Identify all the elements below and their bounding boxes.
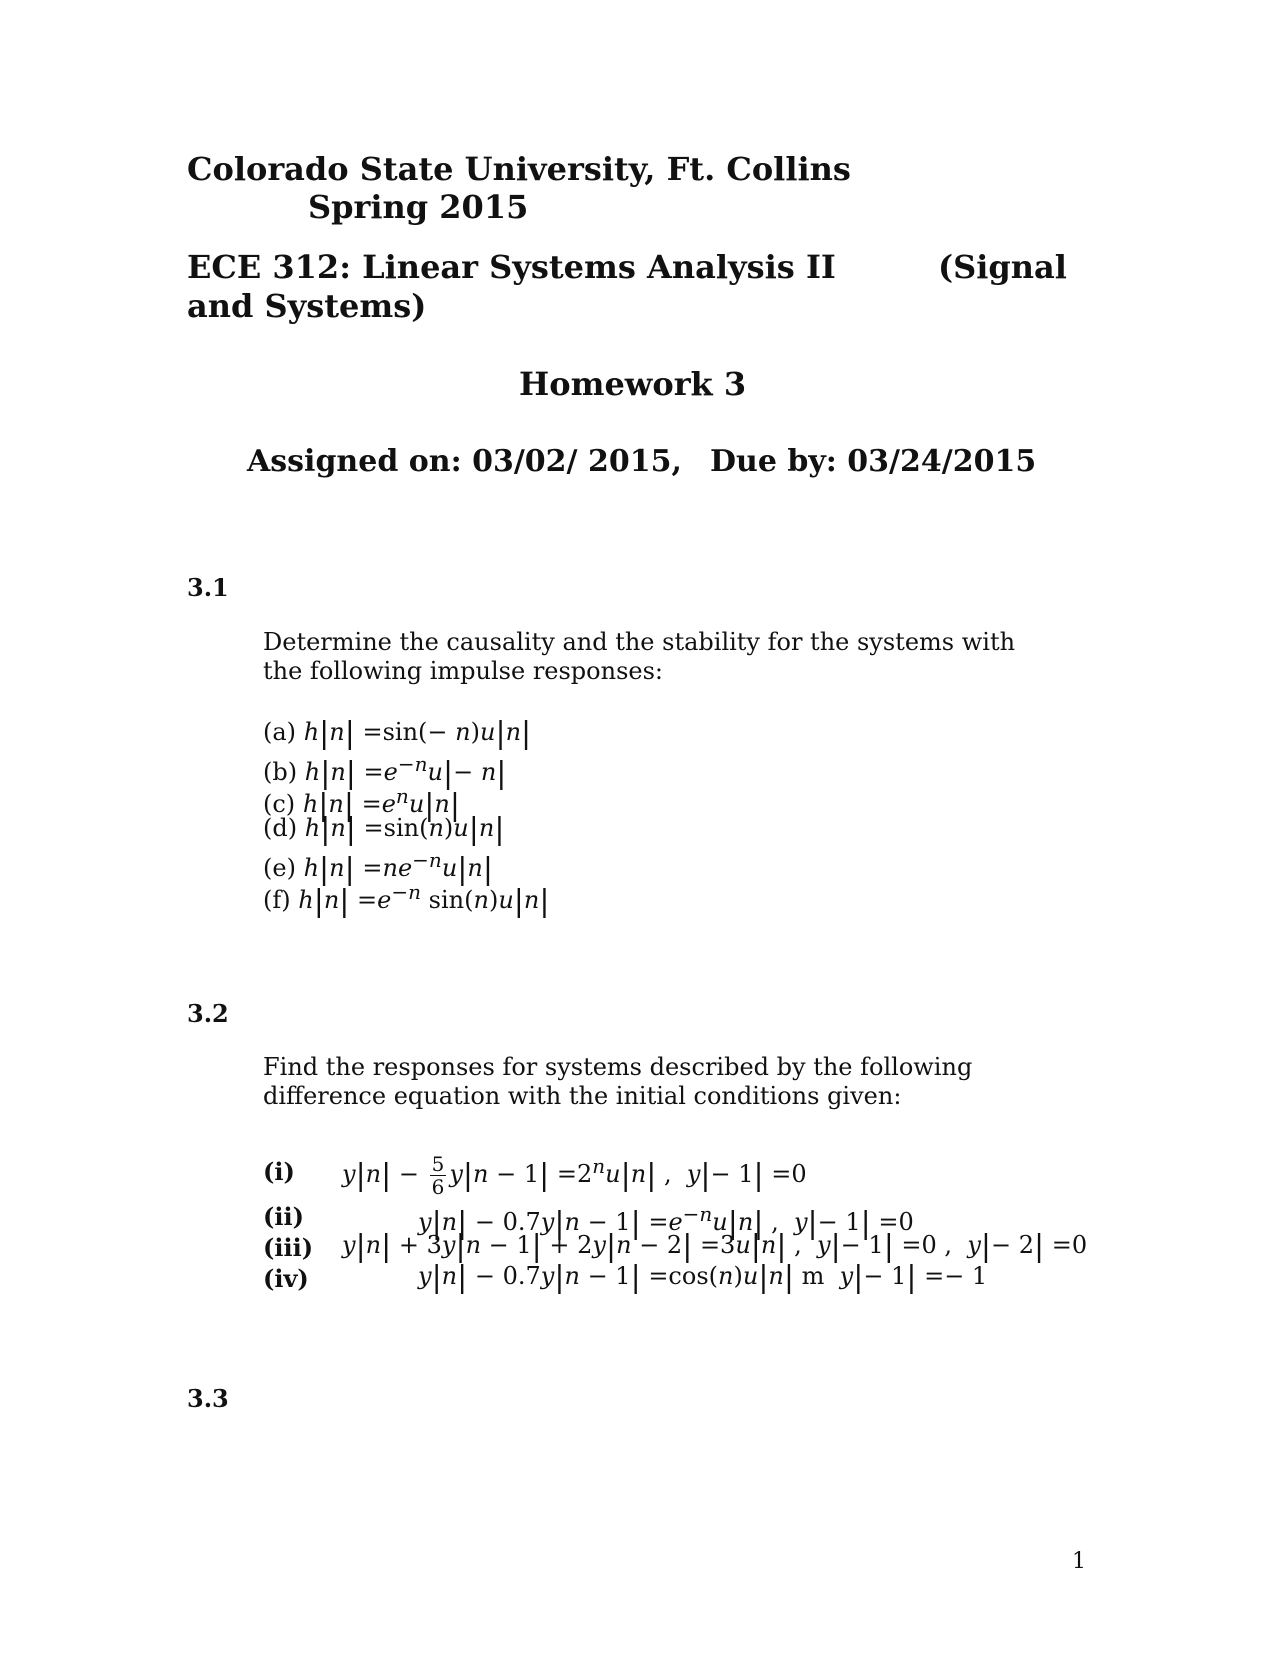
university-title: Colorado State University, Ft. Collins <box>187 150 851 188</box>
intro-line: Determine the causality and the stability for the systems with <box>263 628 1016 656</box>
equation: h|n| =sin(− n)u|n| <box>303 716 532 751</box>
section-number: 3.2 <box>187 999 229 1028</box>
term: Spring 2015 <box>308 188 529 226</box>
fraction: $\frac{5}{6}$ <box>431 1152 445 1199</box>
item-label: (a) <box>263 718 297 746</box>
page-number: 1 <box>1072 1549 1086 1574</box>
equation: $h|n| =e^{-n}$ sin(n)u|n| <box>298 880 550 919</box>
list-item <box>263 716 531 750</box>
course-title-cont: and Systems) <box>187 287 427 325</box>
list-item <box>263 876 549 918</box>
equation: y|n| − 0.7y|n − 1| =cos(n)u|n| m y|− 1| =− 1 <box>418 1260 988 1295</box>
equation: h|n| =sin(n)u|n| <box>304 812 505 847</box>
item-label: (e) <box>263 854 296 882</box>
course-title: ECE 312: Linear Systems Analysis II <box>187 248 836 286</box>
due-date: Due by: 03/24/2015 <box>710 444 1037 479</box>
item-label: (ii) <box>263 1202 304 1231</box>
equation: y|n| − $\frac{5}{6}$ $y|n - 1| =2^nu|n|$ , y|− 1| =0 <box>342 1152 807 1199</box>
equation: $y|n| - 0.7y|n - 1| =e^{-n}u|n|$ , y|− 1| =0 <box>418 1202 914 1241</box>
intro-line: Find the responses for systems described by the following <box>263 1053 973 1081</box>
course-title-paren: (Signal <box>938 248 1067 286</box>
assigned-date: Assigned on: 03/02/ 2015, <box>247 444 682 479</box>
item-label: (i) <box>263 1157 295 1186</box>
list-item <box>263 812 504 846</box>
item-label: (d) <box>263 814 298 842</box>
intro-line: difference equation with the initial conditions given: <box>263 1082 902 1110</box>
item-label: (iv) <box>263 1264 309 1293</box>
homework-title: Homework 3 <box>519 365 747 403</box>
intro-line: the following impulse responses: <box>263 657 663 685</box>
equation: y|n| + 3y|n − 1| + 2y|n − 2| =3u|n| , y|− 1| =0 , y|− 2| =0 <box>342 1229 1088 1264</box>
equation: $h|n| =e^nu|n|$ <box>302 784 460 823</box>
item-label: (b) <box>263 758 298 786</box>
item-label: (f) <box>263 886 291 914</box>
equation: $h|n| =e^{-n}u|- n|$ <box>304 752 507 791</box>
item-label: (iii) <box>263 1233 314 1262</box>
section-intro <box>263 1053 1063 1111</box>
section-number: 3.3 <box>187 1384 229 1413</box>
section-number: 3.1 <box>187 573 229 602</box>
equation: $h|n| =ne^{-n}u|n|$ <box>303 848 493 887</box>
item-label: (c) <box>263 790 296 818</box>
section-intro <box>263 628 1063 686</box>
